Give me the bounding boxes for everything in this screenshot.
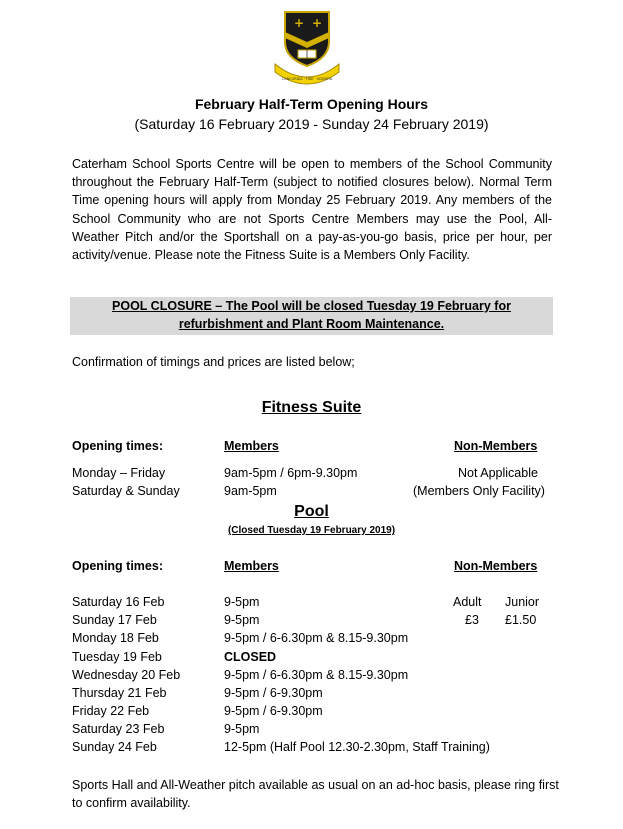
svg-text:+: + [312, 16, 323, 30]
pool-row-day: Saturday 16 Feb [72, 595, 165, 609]
fitness-row-nonmembers: (Members Only Facility) [413, 484, 545, 498]
pool-row-members: 9-5pm [224, 613, 260, 627]
pool-row-members: 12-5pm (Half Pool 12.30-2.30pm, Staff Training) [224, 740, 490, 754]
intro-paragraph: Caterham School Sports Centre will be open to members of the School Community throughout the February Half-Term (subject to notified closures below). Normal Term Time opening hours will apply from Monday 25 February 2019. Any members of the School Community who are not Sports Centre Members may use the Pool, All-Weather Pitch and/or the Sportshall on a pay-as-you-go basis, price per hour, per activity/venue. Please note the Fitness Suite is a Members Only Facility. [72, 157, 552, 263]
svg-text:+: + [294, 16, 305, 30]
fitness-col-opening: Opening times: [72, 439, 163, 453]
pool-col-opening: Opening times: [72, 559, 163, 573]
closure-line-1: POOL CLOSURE – The Pool will be closed Tuesday 19 February for [112, 299, 511, 313]
junior-price: £1.50 [505, 613, 537, 627]
pool-row-day: Sunday 24 Feb [72, 740, 157, 754]
closure-line-2: refurbishment and Plant Room Maintenance. [178, 317, 445, 331]
pool-row-members: 9-5pm / 6-9.30pm [224, 686, 323, 700]
pool-row-day: Thursday 21 Feb [72, 686, 167, 700]
pool-row-members: 9-5pm / 6-6.30pm & 8.15-9.30pm [224, 668, 409, 682]
pool-row-day: Monday 18 Feb [72, 631, 159, 645]
fitness-row-day: Saturday & Sunday [72, 484, 180, 498]
footer-note: Sports Hall and All-Weather pitch available as usual on an ad-hoc basis, please ring first to confirm availability. [72, 778, 559, 810]
pool-row-members: 9-5pm / 6-9.30pm [224, 704, 323, 718]
pool-row-members: 9-5pm / 6-6.30pm & 8.15-9.30pm [224, 631, 409, 645]
crest-motto: CONCORDIA · FIDE · SCIENTIA [281, 77, 333, 81]
adult-price: £3 [465, 613, 479, 627]
pool-col-members: Members [224, 559, 279, 573]
page-subtitle: (Saturday 16 February 2019 - Sunday 24 February 2019) [134, 116, 489, 132]
pool-row-members: 9-5pm [224, 595, 260, 609]
fitness-row-members: 9am-5pm [224, 484, 277, 498]
pool-row-day: Saturday 23 Feb [72, 722, 165, 736]
pool-closed-note: (Closed Tuesday 19 February 2019) [227, 525, 396, 536]
pool-heading: Pool [294, 503, 329, 520]
pool-row-day: Wednesday 20 Feb [72, 668, 181, 682]
fitness-col-nonmembers: Non-Members [454, 439, 538, 453]
pool-row-members: 9-5pm [224, 722, 260, 736]
pool-row-day: Sunday 17 Feb [72, 613, 157, 627]
fitness-suite-heading: Fitness Suite [261, 399, 362, 416]
pool-closure-notice [70, 297, 553, 335]
pool-row-members: CLOSED [224, 650, 277, 664]
pool-row-day: Tuesday 19 Feb [72, 650, 162, 664]
fitness-row-members: 9am-5pm / 6pm-9.30pm [224, 466, 358, 480]
fitness-row-nonmembers: Not Applicable [458, 466, 538, 480]
fitness-col-members: Members [224, 439, 279, 453]
school-crest-logo [267, 8, 347, 88]
junior-label: Junior [505, 595, 540, 609]
confirmation-text: Confirmation of timings and prices are listed below; [72, 355, 355, 369]
pool-row-day: Friday 22 Feb [72, 704, 150, 718]
pool-col-nonmembers: Non-Members [454, 559, 538, 573]
fitness-row-day: Monday – Friday [72, 466, 166, 480]
adult-label: Adult [453, 595, 482, 609]
page-title: February Half-Term Opening Hours [194, 96, 429, 112]
